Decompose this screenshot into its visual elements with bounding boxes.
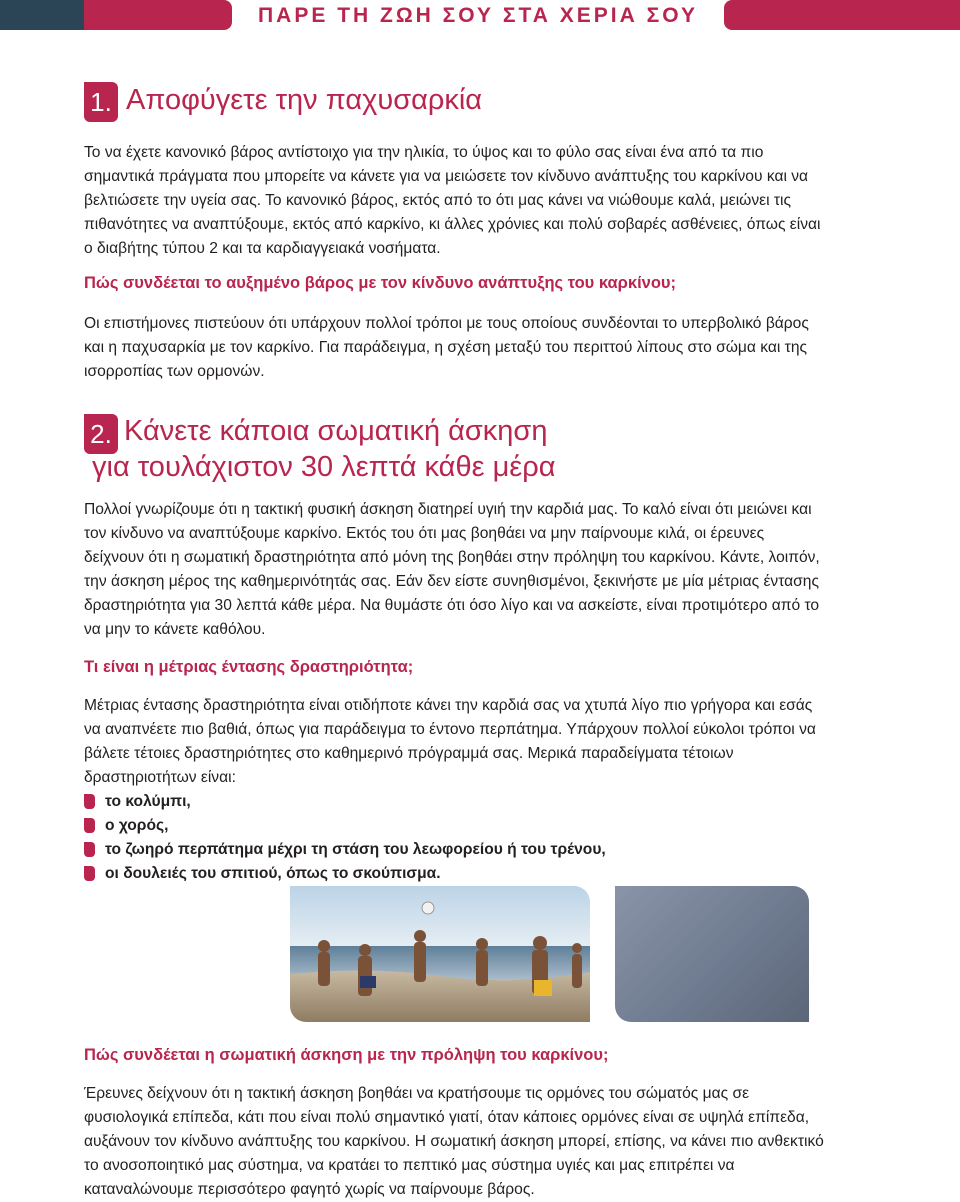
bullet-icon xyxy=(84,866,95,881)
beach-volleyball-photo xyxy=(290,886,590,1022)
body-paragraph: Μέτριας έντασης δραστηριότητα είναι οτιδήποτε κάνει την καρδιά σας να χτυπά λίγο πιο γρήγορα και εσάς να αναπνέετε πιο βαθιά, όπως για παράδειγμα το έντονο περπάτημα. Υπάρχουν πολλοί εύκολοι τρόποι να βάλετε τέτοιες δραστηριότητες στο καθημερινό πρόγραμμά σας. Μερικά παραδείγματα τέτοιων δραστηριοτήτων είναι: xyxy=(84,697,816,786)
section-number-badge: 1. xyxy=(84,82,118,122)
body-paragraph: Οι επιστήμονες πιστεύουν ότι υπάρχουν πολλοί τρόποι με τους οποίους συνδέονται το υπερβολικό βάρος και η παχυσαρκία με τον καρκίνο. Για παράδειγμα, η σχέση μεταξύ του περιττού λίπους στο σώμα και της ισορροπίας των ορμονών. xyxy=(84,315,809,380)
body-paragraph: Πολλοί γνωρίζουμε ότι η τακτική φυσική άσκηση διατηρεί υγιή την καρδιά μας. Το καλό είναι ότι μειώνει και τον κίνδυνο να αναπτύξουμε καρκίνο. Εκτός του ότι μας βοηθάει να μην παίρνουμε κιλά, οι έρευνες δείχνουν ότι η σωματική δραστηριότητα από μόνη της βοηθάει στην πρόληψη του καρκίνου. Κάντε, λοιπόν, την άσκηση μέρος της καθημερινότητάς σας. Εάν δεν είστε συνηθισμένοι, ξεκινήστε με μία μέτριας έντασης δραστηριότητα για 30 λεπτά κάθε μέρα. Να θυμάστε ότι όσο λίγο και να ασκείστε, είναι προτιμότερο από το να μην το κάνετε καθόλου. xyxy=(84,501,820,638)
page-banner: ΠΑΡΕ ΤΗ ΖΩΗ ΣΟΥ ΣΤΑ ΧΕΡΙΑ ΣΟΥ xyxy=(258,4,698,27)
section-title-line1: Κάνετε κάποια σωματική άσκηση xyxy=(124,415,548,447)
subheading: Πώς συνδέεται η σωματική άσκηση με την πρόληψη του καρκίνου; xyxy=(84,1046,609,1064)
body-paragraph: Το να έχετε κανονικό βάρος αντίστοιχο για την ηλικία, το ύψος και το φύλο σας είναι ένα από τα πιο σημαντικά πράγματα που μπορείτε να κάνετε για να μειώσετε τον κίνδυνο ανάπτυξης του καρκίνου και να βελτιώσετε την υγεία σας. Το κανονικό βάρος, εκτός από το ότι μας κάνει να νιώθουμε καλά, μειώνει τις πιθανότητες να αναπτύξουμε, εκτός από καρκίνο, κι άλλες χρόνιες και πολύ σοβαρές ασθένειες, όπως είναι ο διαβήτης τύπου 2 και τα καρδιαγγειακά νοσήματα. xyxy=(84,144,821,257)
bullet-icon xyxy=(84,842,95,857)
list-item: το ζωηρό περπάτημα μέχρι τη στάση του λεωφορείου ή του τρένου, xyxy=(84,838,606,862)
section-title: Αποφύγετε την παχυσαρκία xyxy=(126,84,483,116)
list-item: το κολύμπι, xyxy=(84,790,606,814)
list-item: οι δουλειές του σπιτιού, όπως το σκούπισμα. xyxy=(84,862,606,886)
header-dark-bar xyxy=(0,0,84,30)
body-paragraph: Έρευνες δείχνουν ότι η τακτική άσκηση βοηθάει να κρατήσουμε τις ορμόνες του σώματός μας σε φυσιολογικά επίπεδα, κάτι που είναι πολύ σημαντικό γιατί, όταν κάποιες ορμόνες είναι σε υψηλά επίπεδα, αυξάνουν τον κίνδυνο ανάπτυξης του καρκίνου. Η σωματική άσκηση μπορεί, επίσης, να κάνει πιο ανθεκτικό το ανοσοποιητικό μας σύστημα, να κρατάει το πεπτικό μας σύστημα υγιές και μας επιτρέπει να καταναλώνουμε περισσότερο φαγητό χωρίς να παίρνουμε βάρος. xyxy=(84,1085,824,1198)
activity-list xyxy=(84,790,606,886)
header-accent-bar-left xyxy=(84,0,232,30)
list-item: ο χορός, xyxy=(84,814,606,838)
section-title-line2: για τουλάχιστον 30 λεπτά κάθε μέρα xyxy=(92,451,556,483)
subheading: Πώς συνδέεται το αυξημένο βάρος με τον κίνδυνο ανάπτυξης του καρκίνου; xyxy=(84,274,677,292)
bullet-icon xyxy=(84,818,95,833)
bullet-icon xyxy=(84,794,95,809)
section-number-badge: 2. xyxy=(84,414,118,454)
decorative-image-block xyxy=(615,886,809,1022)
subheading: Τι είναι η μέτριας έντασης δραστηριότητα; xyxy=(84,658,414,676)
header-accent-bar-right xyxy=(724,0,960,30)
